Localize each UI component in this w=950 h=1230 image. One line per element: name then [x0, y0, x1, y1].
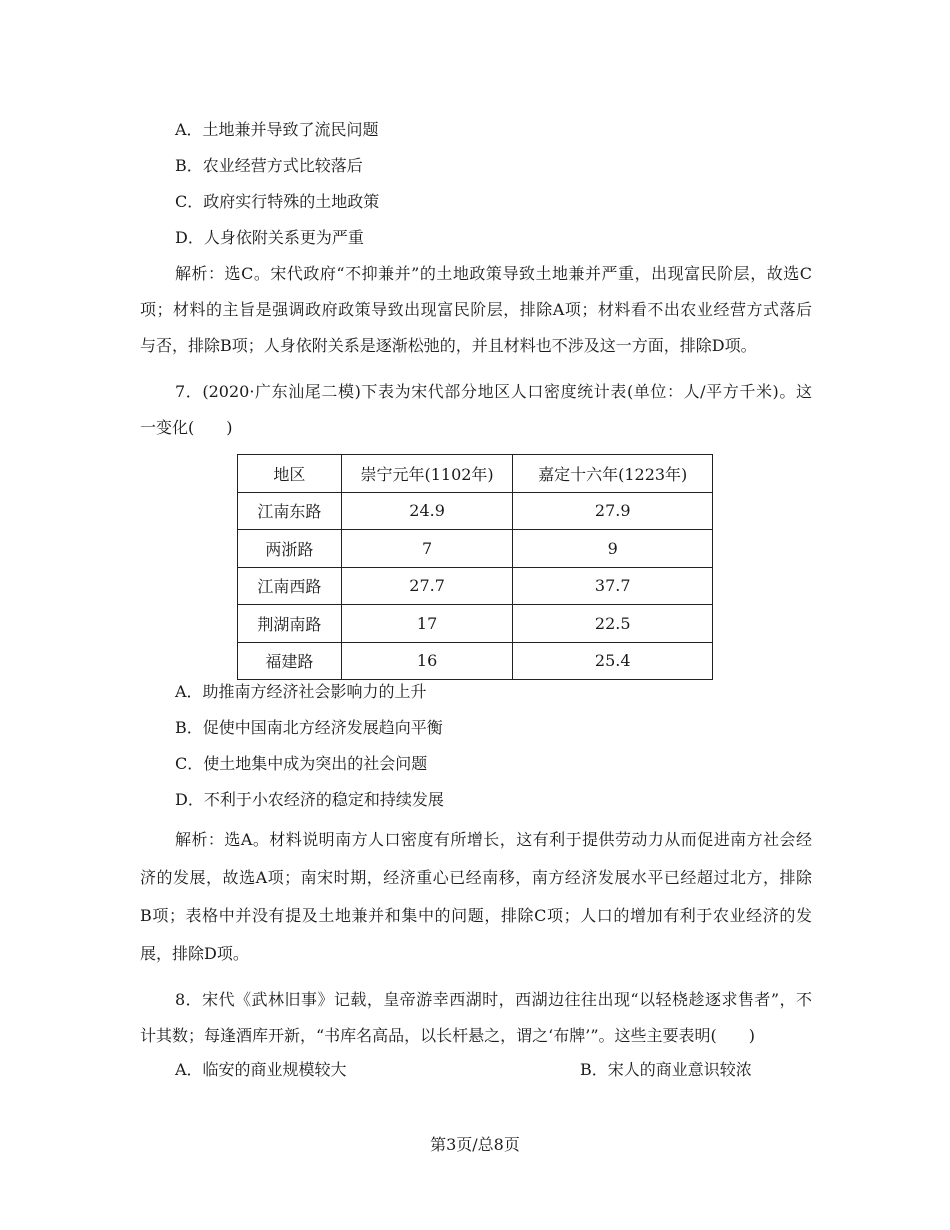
q8-option-a: A．临安的商业规模较大 [175, 1060, 347, 1079]
header-1102: 崇宁元年(1102年) [341, 455, 513, 493]
q7-analysis-line-4: 展，排除D项。 [140, 944, 249, 963]
q8-stem-line-2: 计其数；每逢酒库开新，“书库名高品，以长杆悬之，谓之‘布牌’”。这些主要表明( ) [140, 1026, 756, 1045]
value-1223-cell: 25.4 [513, 642, 713, 680]
value-1102-cell: 24.9 [341, 492, 513, 530]
q6-option-a: A．土地兼并导致了流民问题 [175, 120, 379, 139]
q6-analysis-line-2: 项；材料的主旨是强调政府政策导致出现富民阶层，排除A项；材料看不出农业经营方式落后 [140, 300, 812, 319]
q6-option-c: C．政府实行特殊的土地政策 [175, 192, 380, 211]
value-1102-cell: 7 [341, 530, 513, 568]
region-cell: 两浙路 [238, 530, 342, 568]
table-row [238, 642, 713, 680]
table-row [238, 567, 713, 605]
q7-analysis-line-2: 济的发展，故选A项；南宋时期，经济重心已经南移，南方经济发展水平已经超过北方，排除 [140, 868, 812, 887]
table-row [238, 605, 713, 643]
region-cell: 江南西路 [238, 567, 342, 605]
q8-option-b: B．宋人的商业意识较浓 [580, 1060, 752, 1079]
q7-stem-line-1: 7．(2020·广东汕尾二模)下表为宋代部分地区人口密度统计表(单位：人/平方千米)。这 [175, 382, 812, 401]
q7-analysis-line-3: B项；表格中并没有提及土地兼并和集中的问题，排除C项；人口的增加有利于农业经济的发 [140, 906, 812, 925]
value-1102-cell: 17 [341, 605, 513, 643]
table-row [238, 492, 713, 530]
region-cell: 荆湖南路 [238, 605, 342, 643]
value-1223-cell: 27.9 [513, 492, 713, 530]
header-1223: 嘉定十六年(1223年) [513, 455, 713, 493]
page-footer: 第3页/总8页 [430, 1135, 520, 1154]
q7-stem-line-2: 一变化( ) [140, 418, 233, 437]
q7-option-d: D．不利于小农经济的稳定和持续发展 [175, 790, 444, 809]
value-1102-cell: 27.7 [341, 567, 513, 605]
value-1223-cell: 22.5 [513, 605, 713, 643]
q6-option-d: D．人身依附关系更为严重 [175, 228, 364, 247]
value-1223-cell: 9 [513, 530, 713, 568]
q8-stem-line-1: 8．宋代《武林旧事》记载，皇帝游幸西湖时，西湖边往往出现“以轻桡趁逐求售者”，不 [175, 990, 812, 1009]
header-region: 地区 [238, 455, 342, 493]
q6-analysis-line-1: 解析：选C。宋代政府“不抑兼并”的土地政策导致土地兼并严重，出现富民阶层，故选C [175, 264, 812, 283]
region-cell: 福建路 [238, 642, 342, 680]
q7-analysis-line-1: 解析：选A。材料说明南方人口密度有所增长，这有利于提供劳动力从而促进南方社会经 [175, 830, 812, 849]
value-1102-cell: 16 [341, 642, 513, 680]
q6-analysis-line-3: 与否，排除B项；人身依附关系是逐渐松弛的，并且材料也不涉及这一方面，排除D项。 [140, 336, 757, 355]
q6-option-b: B．农业经营方式比较落后 [175, 156, 363, 175]
q7-option-a: A．助推南方经济社会影响力的上升 [175, 682, 427, 701]
region-cell: 江南东路 [238, 492, 342, 530]
q7-option-b: B．促使中国南北方经济发展趋向平衡 [175, 718, 443, 737]
value-1223-cell: 37.7 [513, 567, 713, 605]
table-header-row [238, 455, 713, 493]
population-density-table [237, 454, 713, 680]
q7-option-c: C．使土地集中成为突出的社会问题 [175, 754, 428, 773]
table-row [238, 530, 713, 568]
